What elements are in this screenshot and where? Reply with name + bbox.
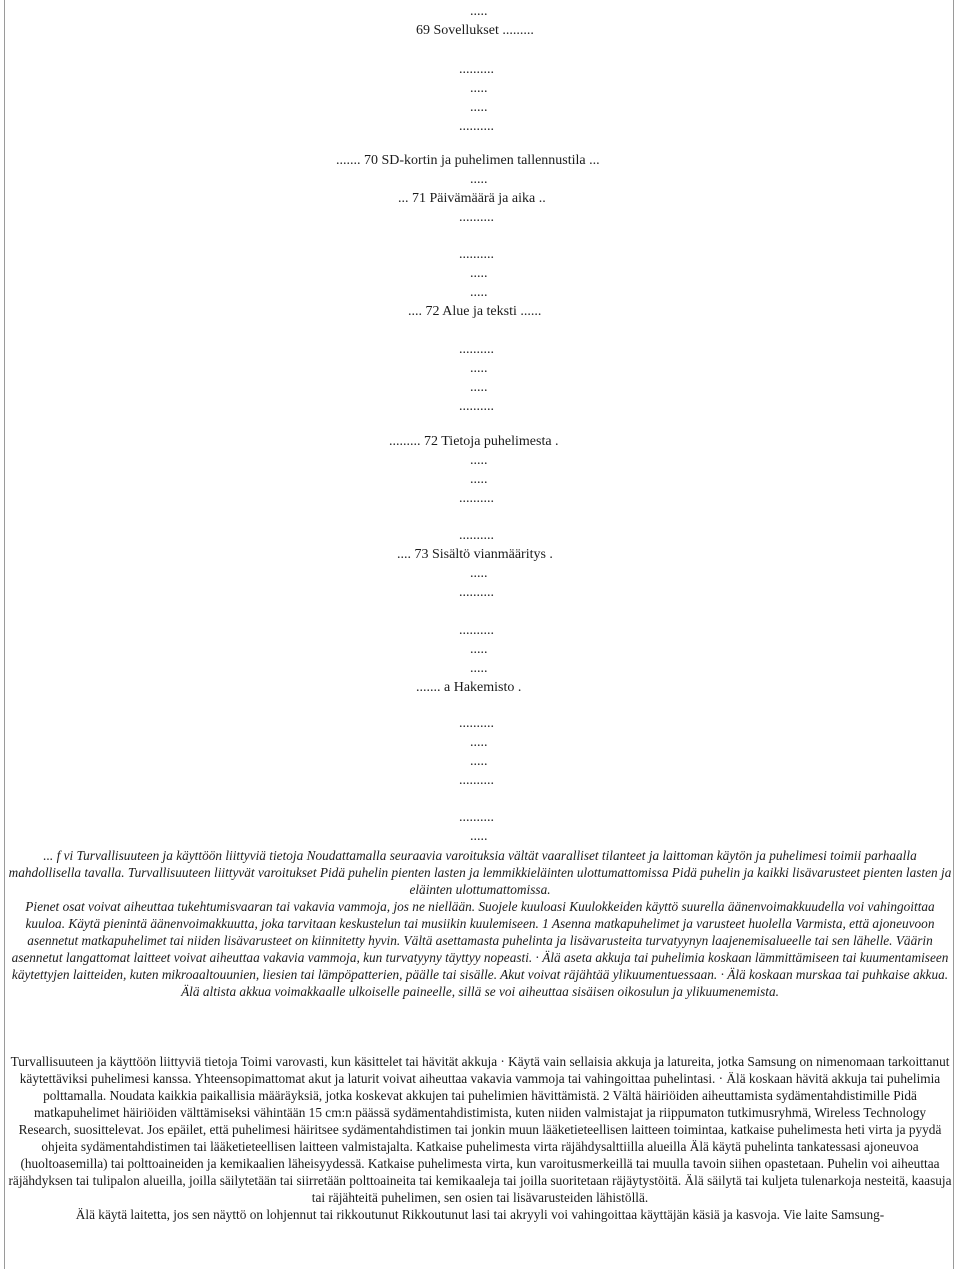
toc-line: .......... [459,528,494,543]
toc-entry-sd-kortin: ....... 70 SD-kortin ja puhelimen tallennustila ... [336,153,600,168]
toc-line: ..... [470,472,488,487]
toc-line: .......... [459,399,494,414]
toc-line: ..... [470,566,488,581]
toc-entry-paivamaara: ... 71 Päivämäärä ja aika .. [398,191,546,206]
toc-line: .......... [459,247,494,262]
toc-line: .......... [459,716,494,731]
toc-line: .......... [459,62,494,77]
toc-entry-sisalto: .... 73 Sisältö vianmääritys . [397,547,553,562]
toc-entry-tietoja: ......... 72 Tietoja puhelimesta . [389,434,559,449]
safety-paragraph: Pienet osat voivat aiheuttaa tukehtumisvaaran tai vakavia vammoja, jos ne niellään. Suojele kuuloasi Kuulokkeiden käyttö suurella äänenvoimakkuudella voi vahingoittaa kuuloa. Käytä pienintä äänenvoimakkuutta, joka tarvitaan keskustelun tai musiikin kuulemiseen. 1 Asenna matkapuhelimet ja varusteet huolella Varmista, että ajoneuvoon asennetut matkapuhelimet tai niiden lisävarusteet on kiinnitetty hyvin. Vältä asettamasta puhelinta ja lisävarusteita turvatyynyn laajenemisalueelle tai sen lähelle. Väärin asennetut langattomat laitteet voivat aiheuttaa vakavia vammoja, kun turvatyyny täyttyy nopeasti. · Älä aseta akkuja tai puhelimia koskaan lämmittämiseen tai kuumentamiseen käytettyjen laitteiden, kuten mikroaaltouunien, liesien tai lämpöpatterien, päälle tai sisälle. Akut voivat räjähtää ylikuumentuessaan. · Älä koskaan murskaa tai puhkaise akkua. Älä altista akkua voimakkaalle ulkoiselle paineelle, sillä se voi aiheuttaa sisäisen oikosulun ja ylikuumenemista. [11,899,949,999]
safety-paragraph: Älä käytä laitetta, jos sen näyttö on lohjennut tai rikkoutunut Rikkoutunut lasi tai akryyli voi vahingoittaa käyttäjän käsiä ja kasvoja. Vie laite Samsung- [75,1207,885,1222]
toc-line: ..... [470,172,488,187]
toc-line: .......... [459,623,494,638]
toc-line: ..... [470,735,488,750]
toc-line: .......... [459,585,494,600]
toc-line: ..... [470,285,488,300]
toc-line: ..... [470,4,488,19]
toc-entry-hakemisto: ....... a Hakemisto . [416,680,522,695]
toc-line: .......... [459,491,494,506]
toc-line: .......... [459,119,494,134]
toc-line: .......... [459,210,494,225]
toc-entry-alue: .... 72 Alue ja teksti ...... [408,304,542,319]
safety-section-2 [7,1053,953,1223]
toc-line: ..... [470,642,488,657]
safety-paragraph: ... f vi Turvallisuuteen ja käyttöön liittyviä tietoja Noudattamalla seuraavia varoituksia vältät vaaralliset tilanteet ja laittoman käytön ja puhelimesi toimii parhaalla mahdollisella tavalla. Turvallisuuteen liittyvät varoitukset Pidä puhelin pienten lasten ja lemmikkieläinten ulottumattomissa Pidä puhelin ja kaikki lisävarusteet pienten lasten ja eläinten ulottumattomissa. [8,848,952,897]
safety-paragraph: Turvallisuuteen ja käyttöön liittyviä tietoja Toimi varovasti, kun käsittelet tai hävität akkuja · Käytä vain sellaisia akkuja ja latureita, jotka Samsung on nimenomaan tarkoittanut käytettäviksi puhelimesi kanssa. Yhteensopimattomat akut ja laturit voivat aiheuttaa vakavia vammoja tai vahingoittaa puhelintasi. · Älä koskaan hävitä akkuja tai puhelimia polttamalla. Noudata kaikkia paikallisia määräyksiä, jotka koskevat akkujen tai puhelimien hävittämistä. 2 Vältä häiriöiden aiheuttamista sydämentahdistimille Pidä matkapuhelimet häiriöiden välttämiseksi vähintään 15 cm:n päässä sydämentahdistimista, kuten niiden valmistajat ja riippumaton tutkimusryhmä, Wireless Technology Research, suosittelevat. Jos epäilet, että puhelimesi häiritsee sydämentahdistimen tai jonkin muun lääketieteellisen laitteen toimintaa, katkaise puhelimesta heti virta ja pyydä ohjeita sydämentahdistimen tai lääketieteellisen laitteen valmistajalta. Katkaise puhelimesta virta räjähdysalttiilla alueilla Älä käytä puhelinta tankatessasi ajoneuvoa (huoltoasemilla) tai polttoaineiden ja kemikaalien läheisyydessä. Katkaise puhelimesta virta, kun varoitusmerkeillä tai muulla tavoin siihen opastetaan. Puhelin voi aiheuttaa räjähdyksen tai tulipalon alueilla, joilla säilytetään tai siirretään polttoaineita tai kemikaaleja tai joilla suoritetaan räjäytystöitä. Älä säilytä tai kuljeta tulenarkoja nesteitä, kaasuja tai räjähteitä puhelimen, sen osien tai lisävarusteiden lähistöllä. [8,1054,952,1205]
safety-section-1 [7,847,953,1000]
toc-line: ..... [470,266,488,281]
toc-line: .......... [459,773,494,788]
toc-line: ..... [470,453,488,468]
toc-line: .......... [459,342,494,357]
toc-line: ..... [470,754,488,769]
toc-line: ..... [470,81,488,96]
toc-line: .......... [459,810,494,825]
toc-line: ..... [470,380,488,395]
toc-line: ..... [470,829,488,844]
toc-line: ..... [470,361,488,376]
toc-entry-sovellukset: 69 Sovellukset ......... [416,23,534,38]
toc-line: ..... [470,661,488,676]
toc-line: ..... [470,100,488,115]
